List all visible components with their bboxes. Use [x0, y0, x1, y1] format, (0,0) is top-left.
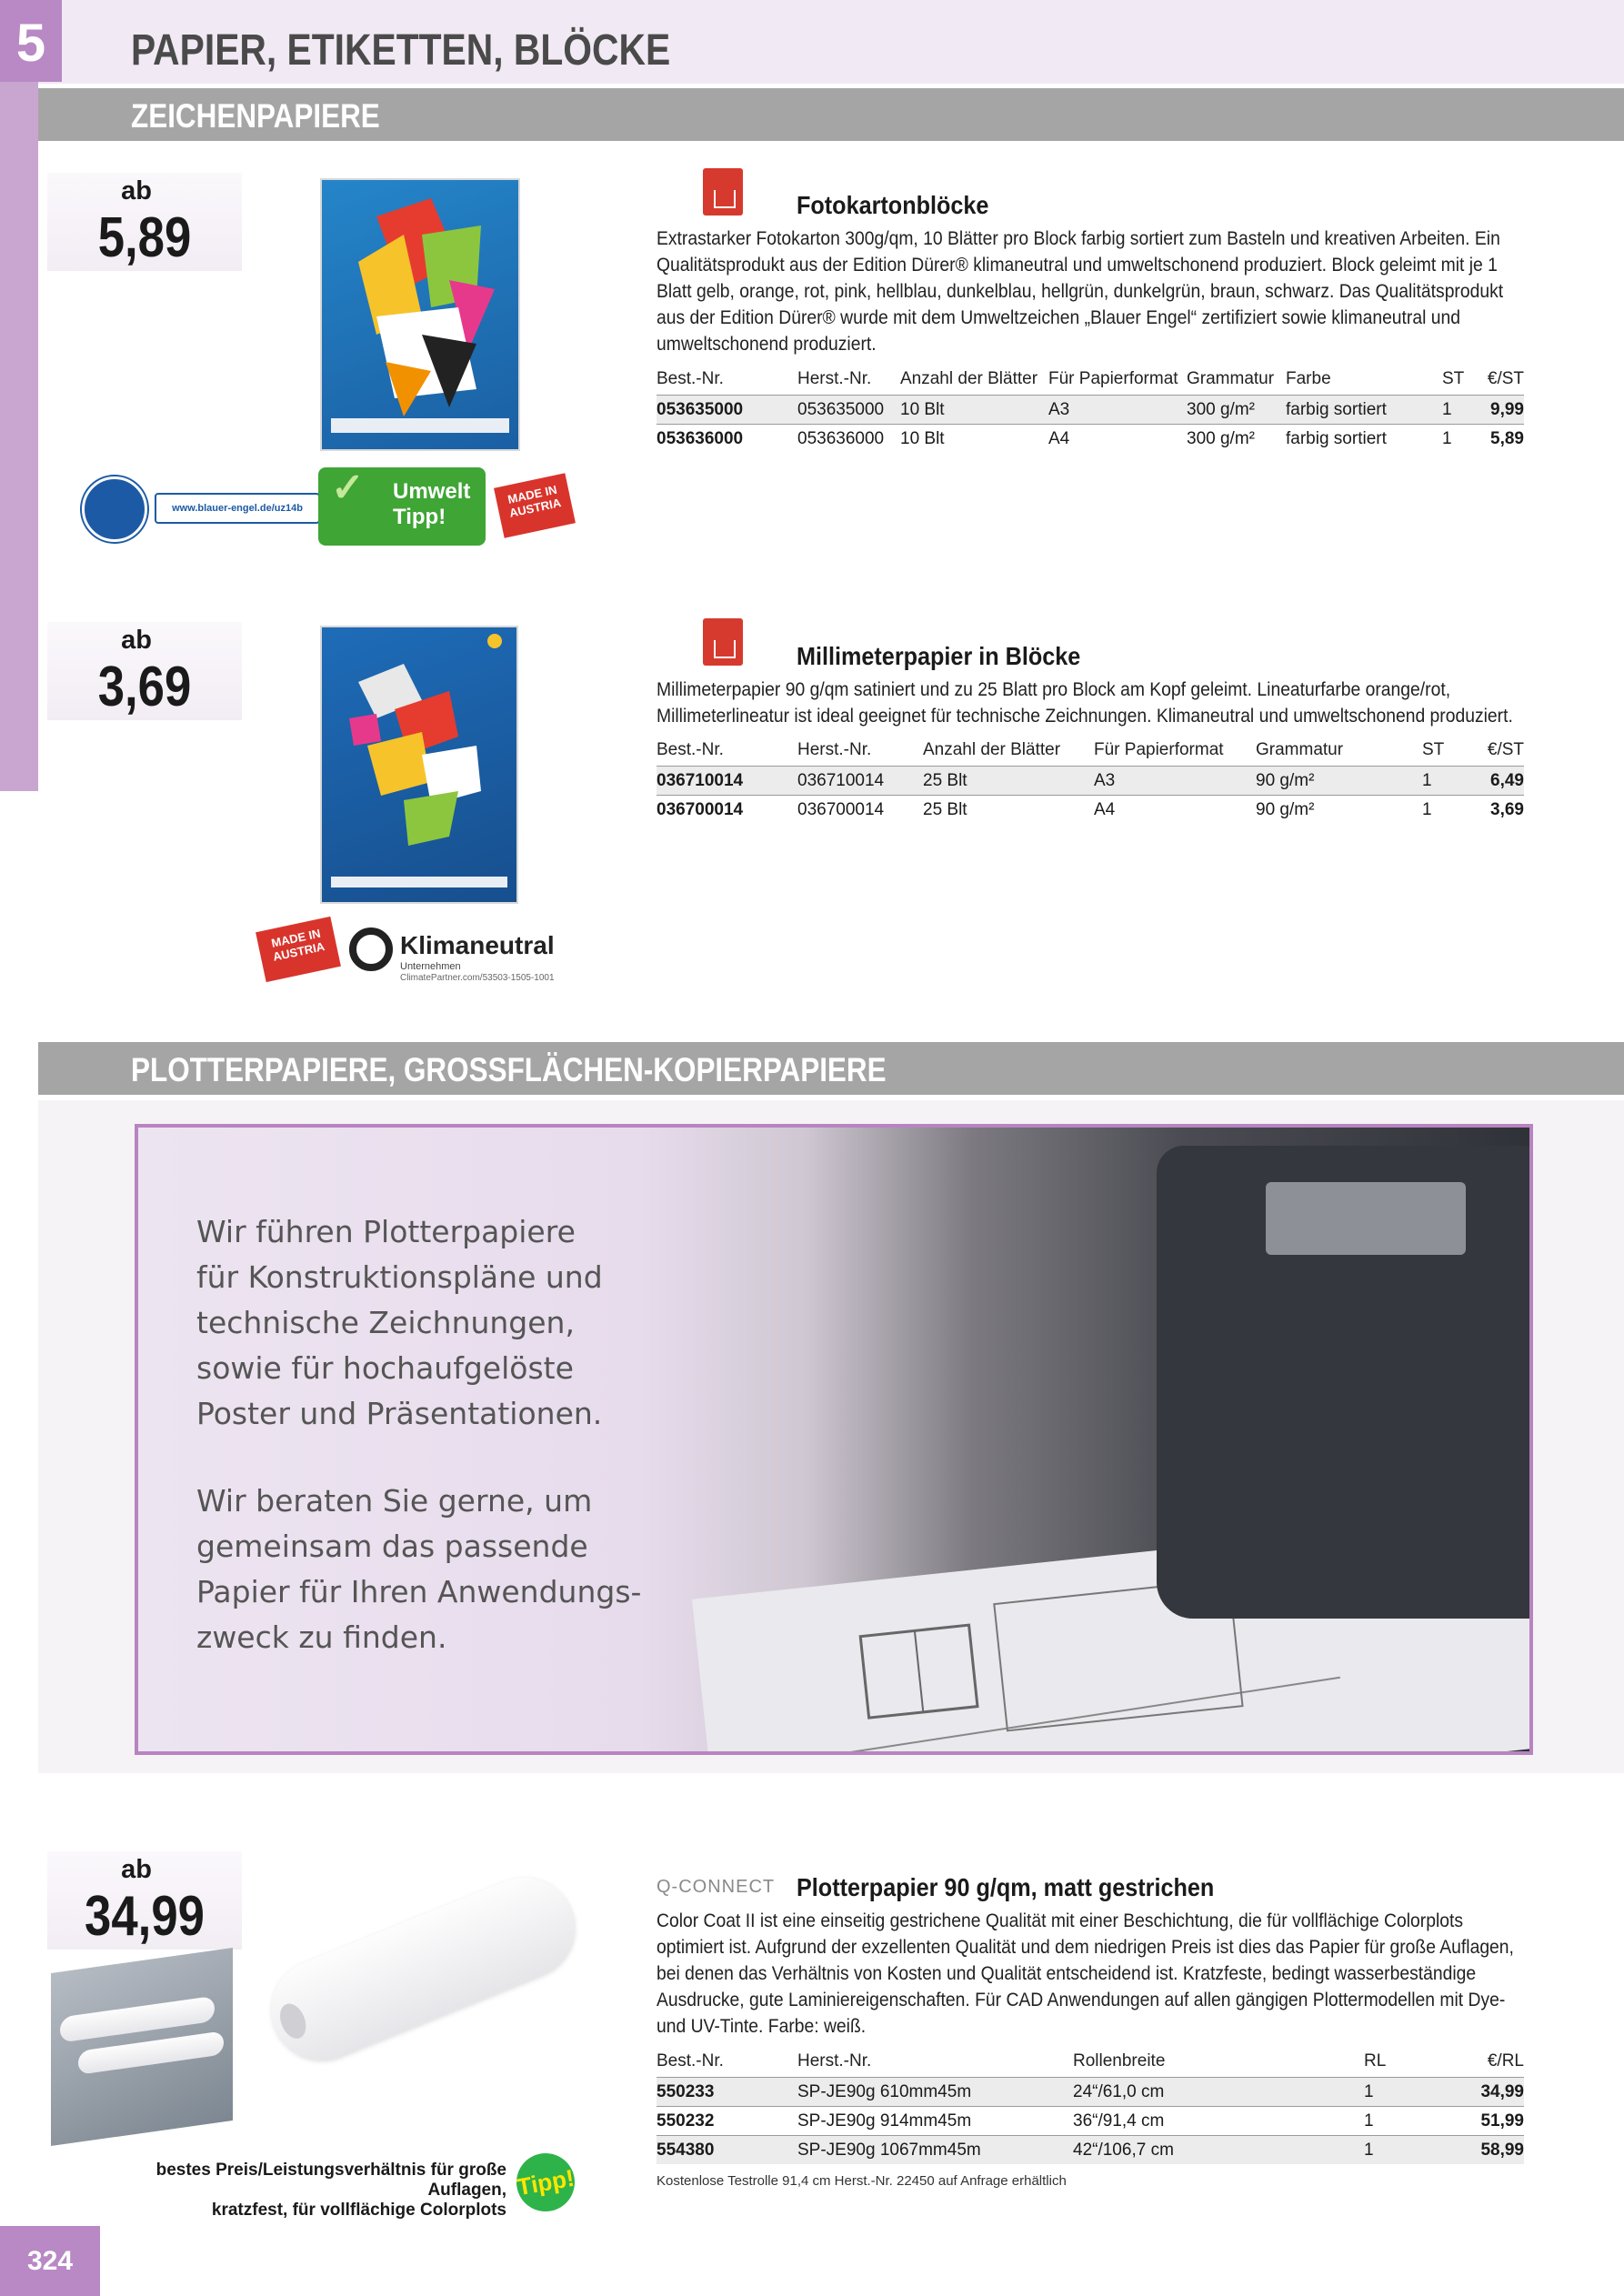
product-image-millimeter [320, 626, 518, 904]
price-value: 34,99 [85, 1885, 205, 1948]
chapter-number: 5 [0, 0, 62, 82]
col-header: Herst.-Nr. [797, 740, 872, 759]
umwelt-tipp-badge [318, 467, 486, 546]
product-table [657, 2046, 1524, 2164]
col-header: Anzahl der Blätter [900, 369, 1038, 388]
product-title: Fotokartonblöcke [797, 191, 989, 219]
col-header: ST [1422, 740, 1445, 759]
col-header: RL [1364, 2051, 1387, 2070]
price-value: 5,89 [97, 206, 192, 269]
table-row: 053635000 053635000 10 Blt A3 300 g/m² farbig sortiert 1 9,99 [657, 396, 1524, 425]
umwelt-line1: Umwelt [393, 479, 471, 504]
table-row: 036700014 036700014 25 Blt A4 90 g/m² 1 3,69 [657, 796, 1524, 825]
edition-duerer-logo [703, 168, 743, 216]
umwelt-line2: Tipp! [393, 505, 446, 529]
plotter-banner [135, 1124, 1533, 1755]
col-header: Best.-Nr. [657, 369, 724, 388]
paper-roll-image [256, 1862, 589, 2074]
col-header: Grammatur [1256, 740, 1344, 759]
section-title: PLOTTERPAPIERE, GROSSFLÄCHEN-KOPIERPAPIERE [131, 1051, 887, 1088]
chapter-side-bar [0, 0, 38, 791]
price-prefix: ab [121, 176, 152, 206]
section-title: ZEICHENPAPIERE [131, 97, 380, 135]
product-description: Extrastarker Fotokarton 300g/qm, 10 Blätter pro Block farbig sortiert zum Basteln und kreativen Arbeiten. Ein Qualitätsprodukt aus der Edition Dürer® klimaneutral und umweltschonend produziert. Block geleimt mit je 1 Blatt gelb, orange, rot, pink, hellblau, dunkelblau, hellgrün, dunkelgrün, braun, schwarz. Das Qualitätsprodukt aus der Edition Dürer® wurde mit dem Umweltzeichen „Blauer Engel“ zertifiziert sowie klimaneutral und umweltschonend produziert. [657, 228, 1504, 355]
price-prefix: ab [121, 626, 152, 655]
col-header: €/RL [1487, 2051, 1524, 2070]
plotter-roll-photo [51, 1948, 233, 2146]
table-row: 036710014 036710014 25 Blt A3 90 g/m² 1 6,49 [657, 767, 1524, 796]
col-header: Anzahl der Blätter [923, 740, 1061, 759]
page-number: 324 [0, 2226, 100, 2296]
col-header: Rollenbreite [1073, 2051, 1166, 2070]
made-in-austria-badge: MADE IN AUSTRIA [256, 917, 341, 982]
table-row: 053636000 053636000 10 Blt A4 300 g/m² farbig sortiert 1 5,89 [657, 425, 1524, 454]
product-image-fotokarton [320, 178, 520, 451]
table-row: 550232 SP-JE90g 914mm45m 36“/91,4 cm 1 51,99 [657, 2107, 1524, 2136]
cubes-illustration [322, 627, 516, 902]
section-bar-plotterpapiere [38, 1042, 1624, 1095]
klimaneutral-id: ClimatePartner.com/53503-1505-1001 [400, 973, 555, 983]
parrot-illustration [322, 180, 518, 449]
climate-partner-icon [349, 927, 393, 971]
tipp-badge: Tipp! [512, 2149, 579, 2216]
q-connect-logo: Q-CONNECT [657, 1877, 776, 1897]
product-description: Millimeterpapier 90 g/qm satiniert und zu 25 Blatt pro Block am Kopf geleimt. Lineaturfarbe orange/rot, Millimeterlineatur ist ideal geeignet für technische Zeichnungen. Klimaneutral und umweltschonend produziert. [657, 679, 1513, 727]
edition-duerer-logo [703, 618, 743, 666]
col-header: Für Papierformat [1048, 369, 1178, 388]
price-box [47, 173, 242, 271]
product-table [657, 364, 1524, 453]
product-description: Color Coat II ist eine einseitig gestrichene Qualität mit einer Beschichtung, die für vollflächige Colorplots optimiert ist. Aufgrund der exzellenten Qualität und dem niedrigen Preis ist dies das Papier für große Auflagen, bei denen das Verhältnis von Kosten und Qualität entscheidend ist. Kratzfeste, bedingt wasserbeständige Ausdrucke, gute Laminiereigenschaften. Für CAD Anwendungen auf allen gängigen Plottermodellen mit Dye- und UV-Tinte. Farbe: weiß. [657, 1910, 1514, 2037]
check-icon: ✓ [331, 466, 365, 510]
col-header: €/ST [1487, 369, 1524, 388]
footnote: Kostenlose Testrolle 91,4 cm Herst.-Nr. 22450 auf Anfrage erhältlich [657, 2173, 1067, 2189]
table-header [657, 364, 1524, 396]
section-bar-zeichenpapiere [38, 88, 1624, 141]
col-header: ST [1442, 369, 1465, 388]
col-header: Best.-Nr. [657, 2051, 724, 2070]
plotter-panel [1266, 1182, 1466, 1255]
table-row: 550233 SP-JE90g 610mm45m 24“/61,0 cm 1 34,99 [657, 2078, 1524, 2107]
page-title: PAPIER, ETIKETTEN, BLÖCKE [131, 26, 671, 75]
product-title: Plotterpapier 90 g/qm, matt gestrichen [797, 1873, 1215, 1901]
blauer-engel-icon [82, 476, 147, 542]
col-header: Farbe [1286, 369, 1331, 388]
table-header [657, 2046, 1524, 2078]
price-box [47, 622, 242, 720]
product-table [657, 735, 1524, 824]
tipp-text: bestes Preis/Leistungsverhältnis für große Auflagen, kratzfest, für vollflächige Colorplots [155, 2161, 506, 2220]
blauer-engel-url: www.blauer-engel.de/uz14b [155, 493, 320, 524]
klimaneutral-title: Klimaneutral [400, 931, 555, 959]
price-value: 3,69 [97, 656, 192, 718]
col-header: €/ST [1487, 740, 1524, 759]
banner-paragraph-2: Wir beraten Sie gerne, um gemeinsam das passende Papier für Ihren Anwendungs- zweck zu finden. [196, 1483, 642, 1655]
price-prefix: ab [121, 1855, 152, 1884]
col-header: Herst.-Nr. [797, 2051, 872, 2070]
col-header: Für Papierformat [1094, 740, 1224, 759]
banner-paragraph-1: Wir führen Plotterpapiere für Konstruktionspläne und technische Zeichnungen, sowie für hochaufgelöste Poster und Präsentationen. [196, 1214, 603, 1431]
table-header [657, 735, 1524, 767]
col-header: Grammatur [1187, 369, 1275, 388]
table-row: 554380 SP-JE90g 1067mm45m 42“/106,7 cm 1 58,99 [657, 2136, 1524, 2165]
klimaneutral-sub: Unternehmen [400, 961, 461, 972]
col-header: Herst.-Nr. [797, 369, 872, 388]
product-title: Millimeterpapier in Blöcke [797, 642, 1081, 670]
col-header: Best.-Nr. [657, 740, 724, 759]
made-in-austria-badge: MADE IN AUSTRIA [494, 473, 576, 537]
price-box [47, 1851, 242, 1950]
